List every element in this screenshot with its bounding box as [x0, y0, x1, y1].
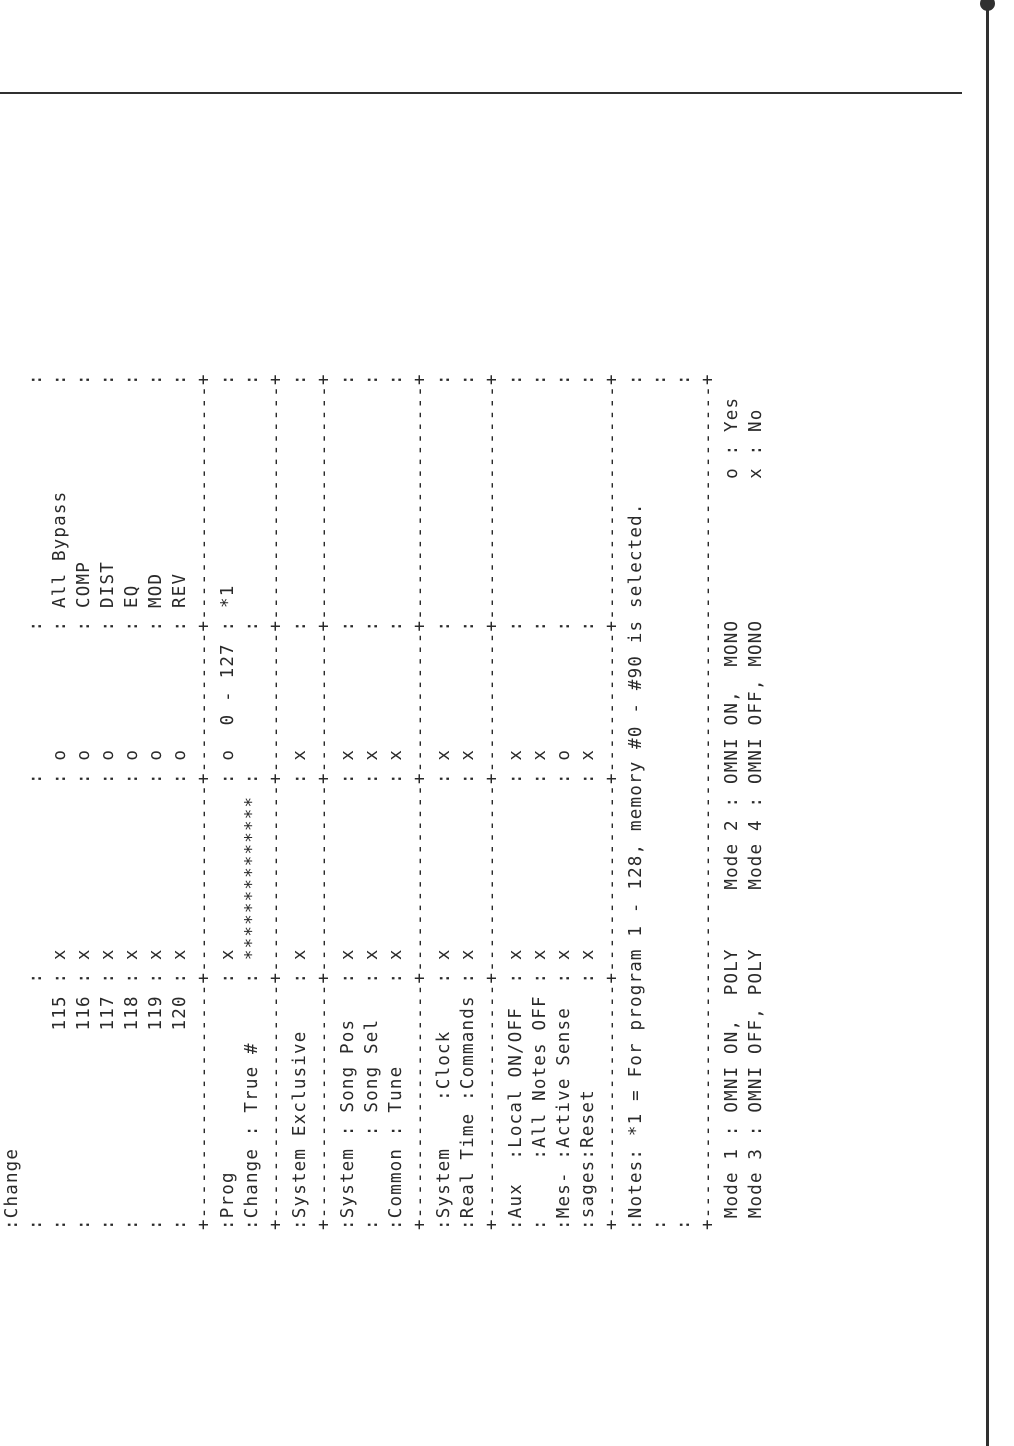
rotated-midi-implementation-chart [0, 70, 980, 1270]
line-cc-115: : 115 : x : o : All Bypass : [50, 373, 70, 1230]
line-mode-3-4: Mode 3 : OMNI OFF, POLY Mode 4 : OMNI OFF, MONO x : No [746, 408, 766, 1230]
line-prog: :Prog : x : o 0 - 127 : *1 : [218, 373, 238, 1230]
separator: +--------------------+----------------+------------+--------------------+ [410, 373, 430, 1230]
line-clock: :System :Clock : x : x : : [434, 373, 454, 1230]
line-cc-119: : 119 : x : o : MOD : [146, 373, 166, 1230]
line-prog-change: :Change : True # : ************** : : : [242, 373, 262, 1230]
line-song-pos: :System : Song Pos : x : x : : [338, 373, 358, 1230]
line-reset: :sages:Reset : x : x : : [578, 373, 598, 1230]
line-active-sense: :Mes- :Active Sense : x : o : : [554, 373, 574, 1230]
line-notes-blank: : : [674, 373, 694, 1230]
line-commands: :Real Time :Commands : x : x : : [458, 373, 478, 1230]
line-cc-118: : 118 : x : o : EQ : [122, 373, 142, 1230]
line-cc-117: : 117 : x : o : DIST : [98, 373, 118, 1230]
page-edge-dot [980, 0, 995, 11]
line-cc-116: : 116 : x : o : COMP : [74, 373, 94, 1230]
line-mode-1-2: Mode 1 : OMNI ON, POLY Mode 2 : OMNI ON, MONO o : Yes [722, 396, 742, 1230]
line-blank-row: : : : : : [26, 373, 46, 1230]
separator: +--------------------+----------------+------------+--------------------+ [266, 373, 286, 1230]
separator-bottom: +-----------------------------------------------------------------------+ [698, 373, 718, 1230]
line-local-on-off: :Aux :Local ON/OFF : x : x : : [506, 373, 526, 1230]
separator: +--------------------+----------------+------------+--------------------+ [602, 373, 622, 1230]
chart-text [0, 373, 768, 1230]
line-all-notes-off: : :All Notes OFF : x : x : : [530, 373, 550, 1230]
line-song-sel: : : Song Sel : x : x : : [362, 373, 382, 1230]
line-notes: :Notes: *1 = For program 1 - 128, memory #0 - #90 is selected. : [626, 373, 646, 1230]
separator: +--------------------+----------------+------------+--------------------+ [314, 373, 334, 1230]
line-change-header: :Change [2, 1147, 22, 1230]
separator: +--------------------+----------------+------------+--------------------+ [194, 373, 214, 1230]
line-notes-blank: : : [650, 373, 670, 1230]
line-tune: :Common : Tune : x : x : : [386, 373, 406, 1230]
line-cc-120: : 120 : x : o : REV : [170, 373, 190, 1230]
page-edge-line [986, 0, 989, 1446]
separator: +--------------------+----------------+------------+--------------------+ [482, 373, 502, 1230]
line-system-exclusive: :System Exclusive : x : x : : [290, 373, 310, 1230]
